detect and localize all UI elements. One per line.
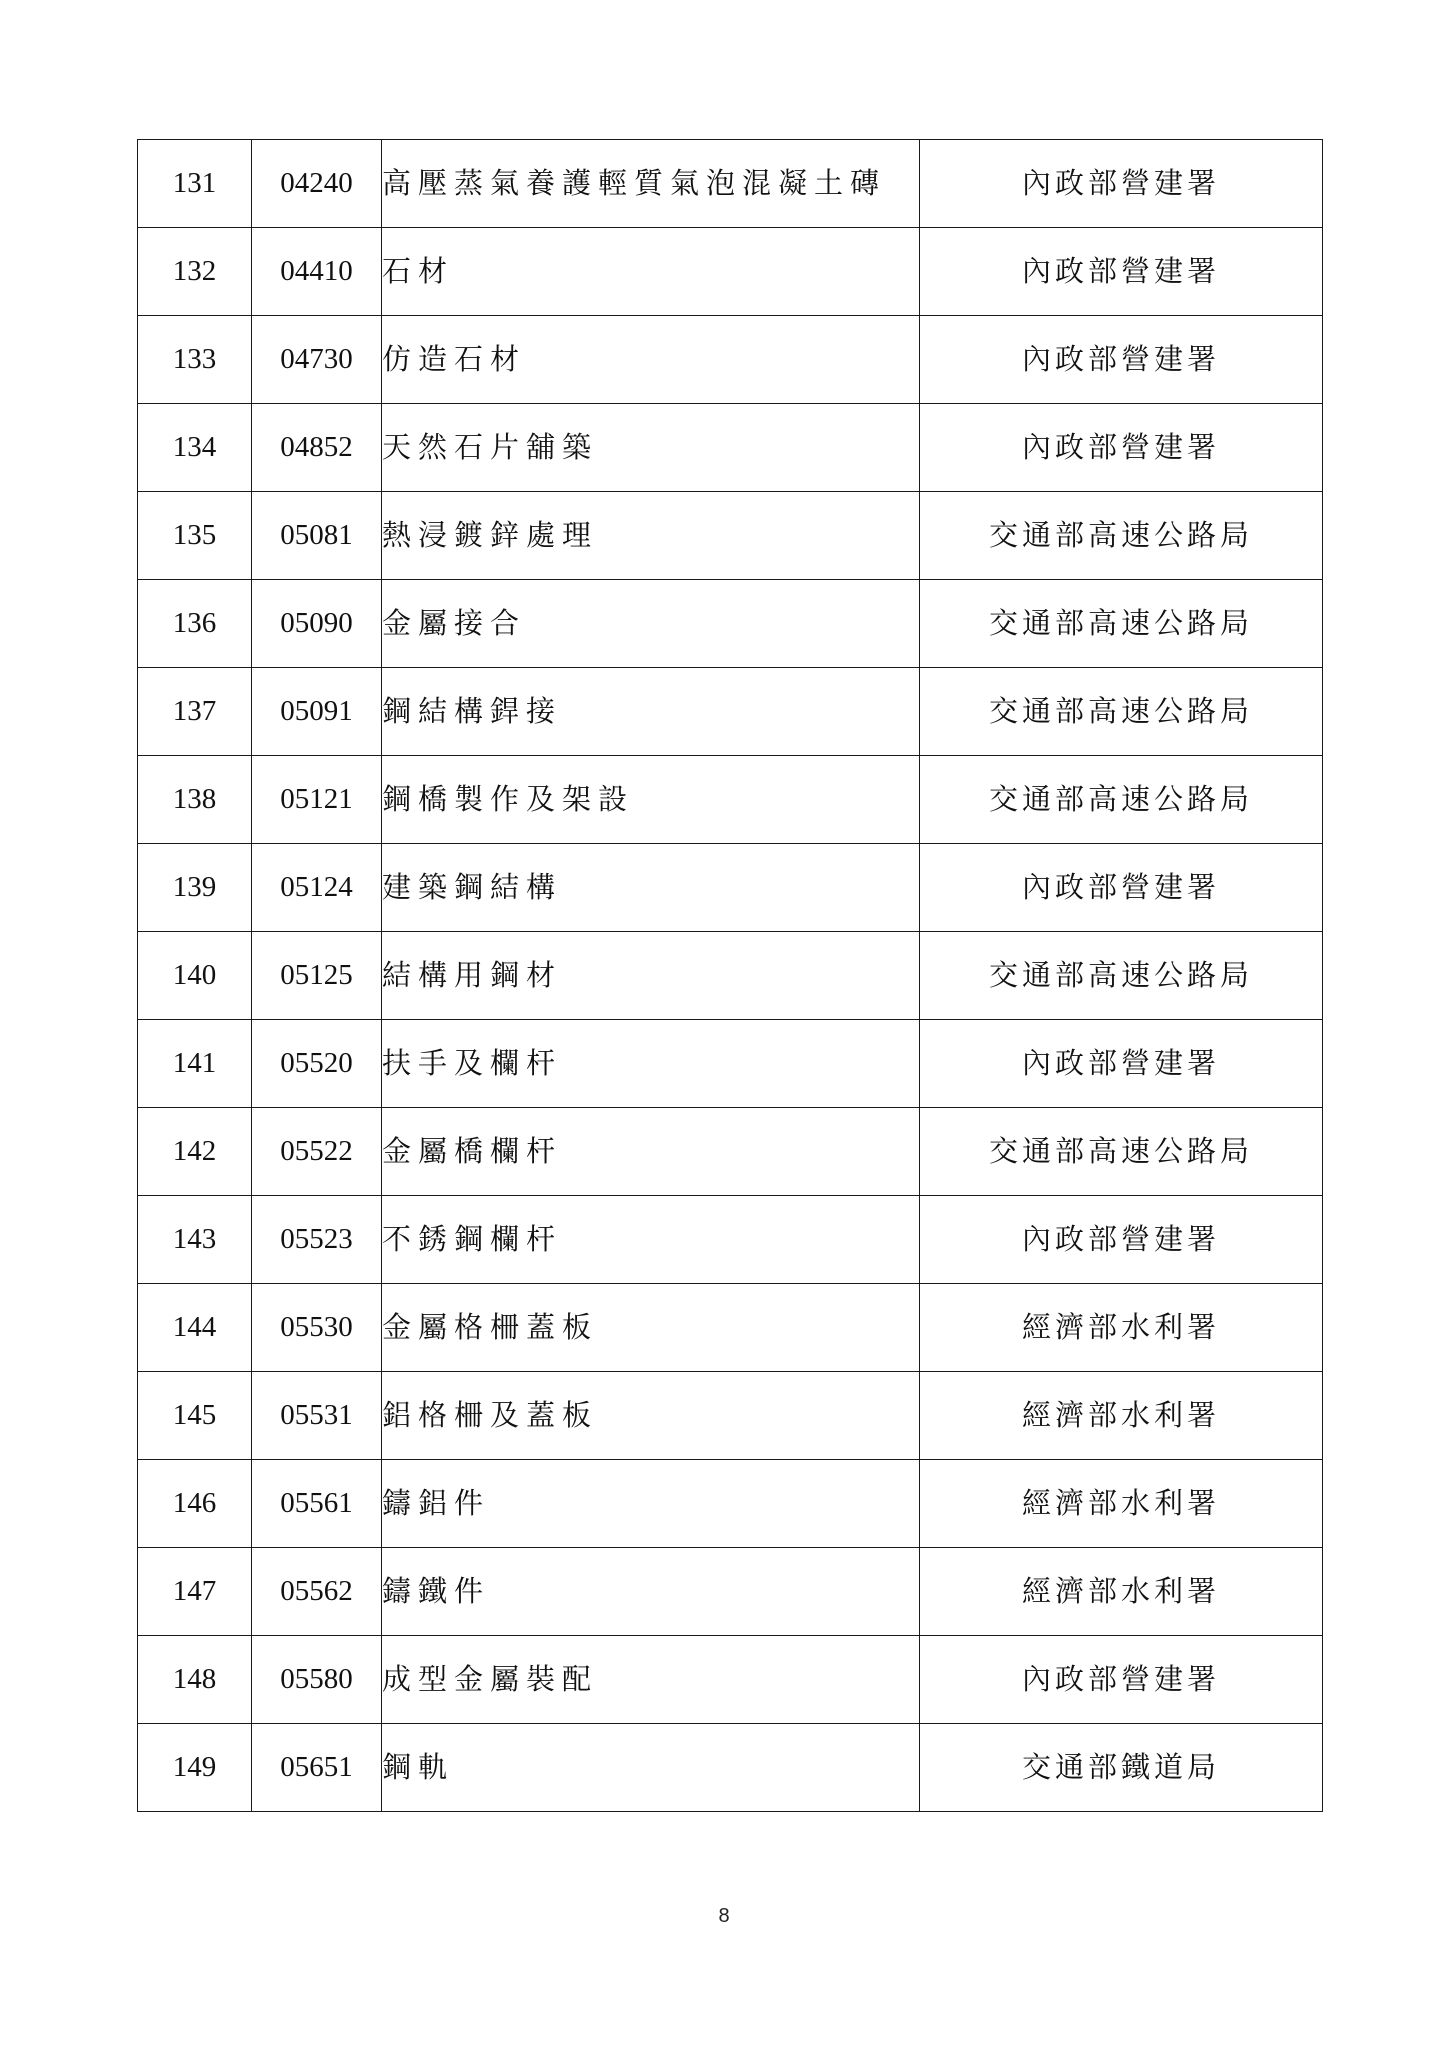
agency-cell: 交通部鐵道局 xyxy=(920,1724,1323,1812)
row-number-cell: 131 xyxy=(138,140,252,228)
table-row xyxy=(138,492,1323,580)
agency-cell: 內政部營建署 xyxy=(920,844,1323,932)
row-number-cell: 147 xyxy=(138,1548,252,1636)
table-row xyxy=(138,1108,1323,1196)
table-row xyxy=(138,1196,1323,1284)
item-name-cell: 結構用鋼材 xyxy=(382,932,920,1020)
agency-cell: 內政部營建署 xyxy=(920,228,1323,316)
agency-cell: 交通部高速公路局 xyxy=(920,932,1323,1020)
agency-cell: 經濟部水利署 xyxy=(920,1284,1323,1372)
table-row xyxy=(138,140,1323,228)
item-name-cell: 鋼結構銲接 xyxy=(382,668,920,756)
agency-cell: 經濟部水利署 xyxy=(920,1460,1323,1548)
code-cell: 05125 xyxy=(252,932,382,1020)
code-cell: 05081 xyxy=(252,492,382,580)
table-row xyxy=(138,580,1323,668)
table-row xyxy=(138,1724,1323,1812)
item-name-cell: 金屬接合 xyxy=(382,580,920,668)
item-name-cell: 鋼橋製作及架設 xyxy=(382,756,920,844)
item-name-cell: 熱浸鍍鋅處理 xyxy=(382,492,920,580)
row-number-cell: 143 xyxy=(138,1196,252,1284)
code-cell: 04410 xyxy=(252,228,382,316)
item-name-cell: 成型金屬裝配 xyxy=(382,1636,920,1724)
table-row xyxy=(138,756,1323,844)
row-number-cell: 141 xyxy=(138,1020,252,1108)
agency-cell: 經濟部水利署 xyxy=(920,1372,1323,1460)
item-name-cell: 天然石片舖築 xyxy=(382,404,920,492)
code-cell: 05651 xyxy=(252,1724,382,1812)
code-cell: 05091 xyxy=(252,668,382,756)
item-name-cell: 金屬橋欄杆 xyxy=(382,1108,920,1196)
row-number-cell: 139 xyxy=(138,844,252,932)
agency-cell: 內政部營建署 xyxy=(920,1020,1323,1108)
agency-cell: 內政部營建署 xyxy=(920,404,1323,492)
code-cell: 05580 xyxy=(252,1636,382,1724)
row-number-cell: 137 xyxy=(138,668,252,756)
agency-cell: 經濟部水利署 xyxy=(920,1548,1323,1636)
item-name-cell: 鑄鋁件 xyxy=(382,1460,920,1548)
table-row xyxy=(138,1372,1323,1460)
row-number-cell: 134 xyxy=(138,404,252,492)
code-cell: 04852 xyxy=(252,404,382,492)
row-number-cell: 133 xyxy=(138,316,252,404)
table-row xyxy=(138,844,1323,932)
agency-cell: 交通部高速公路局 xyxy=(920,580,1323,668)
code-cell: 05124 xyxy=(252,844,382,932)
agency-cell: 交通部高速公路局 xyxy=(920,492,1323,580)
code-cell: 05522 xyxy=(252,1108,382,1196)
table-row xyxy=(138,1548,1323,1636)
table-row xyxy=(138,668,1323,756)
code-cell: 05520 xyxy=(252,1020,382,1108)
row-number-cell: 132 xyxy=(138,228,252,316)
table-row xyxy=(138,404,1323,492)
table-row xyxy=(138,1636,1323,1724)
item-name-cell: 建築鋼結構 xyxy=(382,844,920,932)
row-number-cell: 146 xyxy=(138,1460,252,1548)
agency-cell: 內政部營建署 xyxy=(920,140,1323,228)
row-number-cell: 138 xyxy=(138,756,252,844)
table-row xyxy=(138,316,1323,404)
table-row xyxy=(138,1020,1323,1108)
code-cell: 04240 xyxy=(252,140,382,228)
agency-cell: 交通部高速公路局 xyxy=(920,1108,1323,1196)
item-name-cell: 扶手及欄杆 xyxy=(382,1020,920,1108)
row-number-cell: 144 xyxy=(138,1284,252,1372)
table-body xyxy=(138,140,1323,1812)
row-number-cell: 145 xyxy=(138,1372,252,1460)
specification-table xyxy=(137,139,1323,1812)
code-cell: 05090 xyxy=(252,580,382,668)
table-row xyxy=(138,228,1323,316)
row-number-cell: 149 xyxy=(138,1724,252,1812)
row-number-cell: 140 xyxy=(138,932,252,1020)
code-cell: 05562 xyxy=(252,1548,382,1636)
row-number-cell: 135 xyxy=(138,492,252,580)
agency-cell: 內政部營建署 xyxy=(920,1636,1323,1724)
item-name-cell: 仿造石材 xyxy=(382,316,920,404)
code-cell: 05561 xyxy=(252,1460,382,1548)
table-row xyxy=(138,1460,1323,1548)
code-cell: 05531 xyxy=(252,1372,382,1460)
row-number-cell: 142 xyxy=(138,1108,252,1196)
table-row xyxy=(138,1284,1323,1372)
item-name-cell: 鋼軌 xyxy=(382,1724,920,1812)
agency-cell: 交通部高速公路局 xyxy=(920,756,1323,844)
agency-cell: 內政部營建署 xyxy=(920,316,1323,404)
code-cell: 04730 xyxy=(252,316,382,404)
agency-cell: 交通部高速公路局 xyxy=(920,668,1323,756)
table-row xyxy=(138,932,1323,1020)
item-name-cell: 高壓蒸氣養護輕質氣泡混凝土磚 xyxy=(382,140,920,228)
code-cell: 05523 xyxy=(252,1196,382,1284)
code-cell: 05121 xyxy=(252,756,382,844)
code-cell: 05530 xyxy=(252,1284,382,1372)
item-name-cell: 石材 xyxy=(382,228,920,316)
row-number-cell: 136 xyxy=(138,580,252,668)
item-name-cell: 金屬格柵蓋板 xyxy=(382,1284,920,1372)
row-number-cell: 148 xyxy=(138,1636,252,1724)
item-name-cell: 鑄鐵件 xyxy=(382,1548,920,1636)
page-number: 8 xyxy=(718,1905,730,1927)
agency-cell: 內政部營建署 xyxy=(920,1196,1323,1284)
item-name-cell: 不銹鋼欄杆 xyxy=(382,1196,920,1284)
item-name-cell: 鋁格柵及蓋板 xyxy=(382,1372,920,1460)
